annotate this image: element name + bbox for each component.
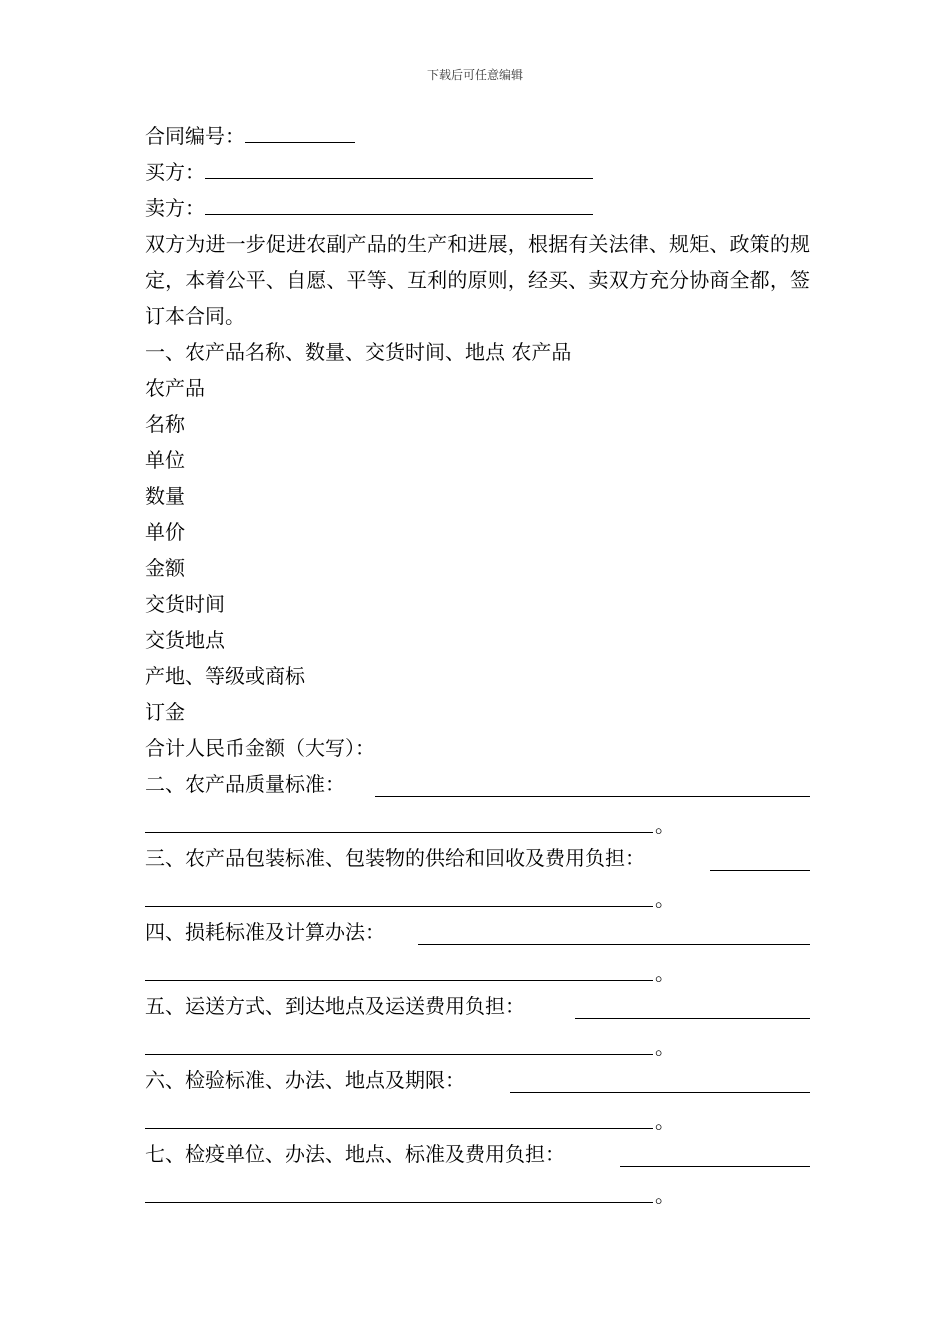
clause-period: 。	[655, 1035, 675, 1059]
clause-label: 七、检疫单位、办法、地点、标准及费用负担：	[145, 1142, 565, 1166]
clause-period: 。	[655, 961, 675, 985]
buyer-line	[145, 154, 810, 190]
table-header-item: 农产品	[145, 376, 205, 400]
contract-number-label: 合同编号：	[145, 124, 245, 148]
clause-blank-continued[interactable]	[145, 1178, 653, 1203]
table-header-item: 金额	[145, 556, 185, 580]
clause-blank[interactable]	[620, 1142, 810, 1167]
clause-blank-continued[interactable]	[145, 1030, 653, 1055]
clause-quarantine	[145, 1136, 810, 1210]
clause-blank[interactable]	[375, 772, 810, 797]
product-table-headers	[145, 370, 810, 730]
table-header-item: 产地、等级或商标	[145, 664, 305, 688]
clause-transport	[145, 988, 810, 1062]
clause-label: 五、运送方式、到达地点及运送费用负担：	[145, 994, 525, 1018]
section1-title: 一、农产品名称、数量、交货时间、地点 农产品	[145, 340, 572, 364]
clause-quality	[145, 766, 810, 840]
clause-blank-continued[interactable]	[145, 882, 653, 907]
clause-label: 四、损耗标准及计算办法：	[145, 920, 385, 944]
total-amount-label: 合计人民币金额（大写）：	[145, 736, 375, 760]
clause-packaging	[145, 840, 810, 914]
seller-line	[145, 190, 810, 226]
clause-blank[interactable]	[510, 1068, 810, 1093]
contract-number-line	[145, 118, 810, 154]
table-header-item: 交货时间	[145, 592, 225, 616]
contract-number-blank[interactable]	[245, 118, 355, 143]
table-header-item: 名称	[145, 412, 185, 436]
clause-blank-continued[interactable]	[145, 956, 653, 981]
clause-label: 六、检验标准、办法、地点及期限：	[145, 1068, 465, 1092]
table-header-item: 交货地点	[145, 628, 225, 652]
intro-paragraph: 双方为进一步促进农副产品的生产和进展，根据有关法律、规矩、政策的规定，本着公平、自愿、平等、互利的原则，经买、卖双方充分协商全都，签订本合同。	[145, 232, 810, 328]
clause-period: 。	[655, 1109, 675, 1133]
seller-label: 卖方：	[145, 196, 205, 220]
contract-body	[145, 118, 810, 1210]
table-header-item: 单价	[145, 520, 185, 544]
buyer-label: 买方：	[145, 160, 205, 184]
clause-label: 三、农产品包装标准、包装物的供给和回收及费用负担：	[145, 846, 645, 870]
seller-blank[interactable]	[205, 190, 593, 215]
buyer-blank[interactable]	[205, 154, 593, 179]
clause-blank[interactable]	[418, 920, 810, 945]
clause-loss	[145, 914, 810, 988]
table-header-item: 单位	[145, 448, 185, 472]
clause-label: 二、农产品质量标准：	[145, 772, 345, 796]
clause-blank[interactable]	[710, 846, 810, 871]
clause-blank-continued[interactable]	[145, 808, 653, 833]
page-header: 下载后可任意编辑	[426, 68, 523, 82]
clause-inspection	[145, 1062, 810, 1136]
clause-period: 。	[655, 1183, 675, 1207]
clause-period: 。	[655, 887, 675, 911]
clause-blank[interactable]	[575, 994, 810, 1019]
table-header-item: 订金	[145, 700, 185, 724]
clause-period: 。	[655, 813, 675, 837]
clause-blank-continued[interactable]	[145, 1104, 653, 1129]
table-header-item: 数量	[145, 484, 185, 508]
